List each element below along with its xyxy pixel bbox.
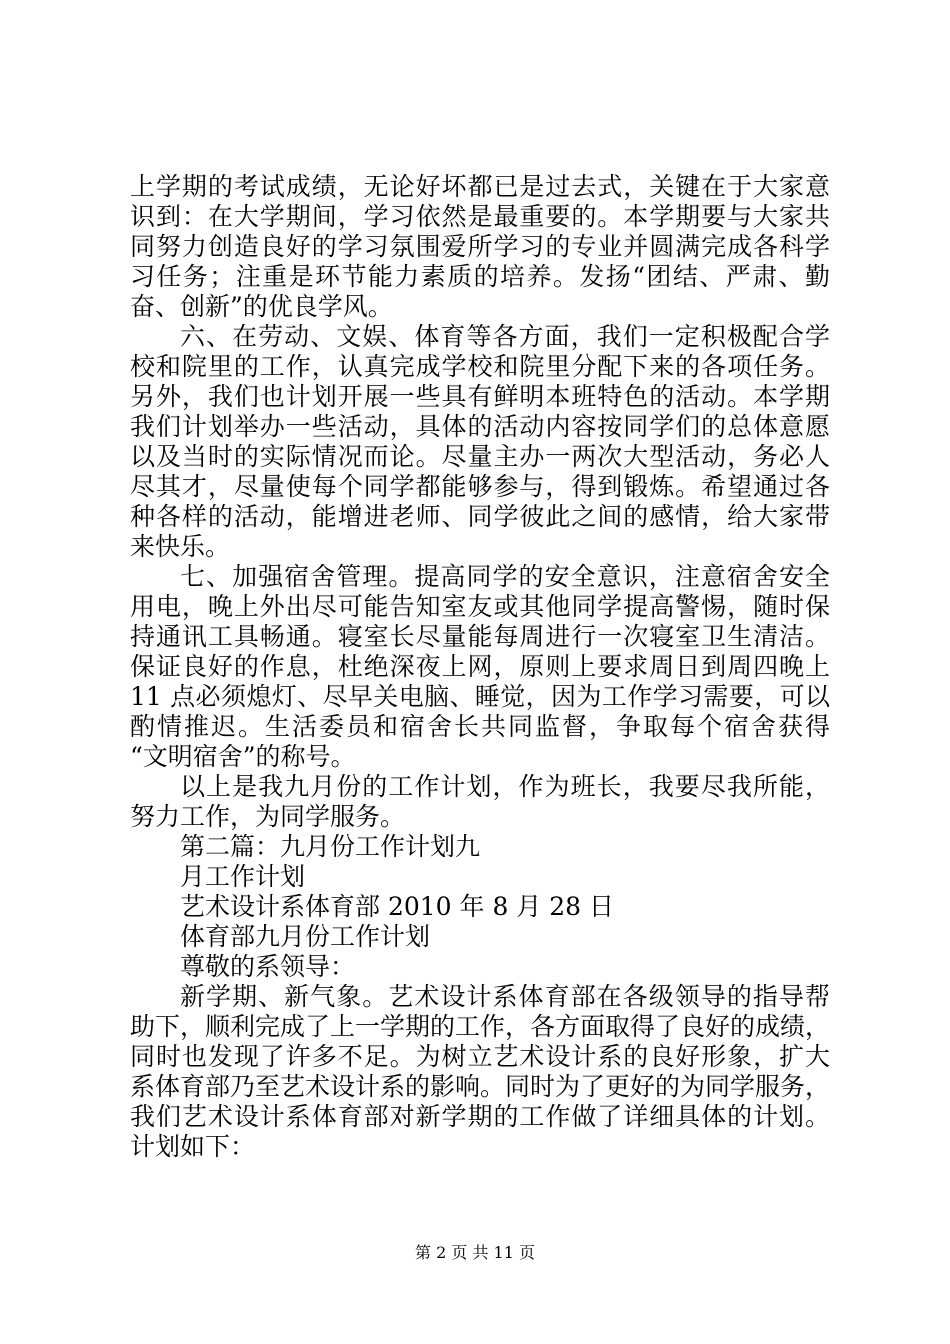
- text-line: 用电，晚上外出尽可能告知室友或其他同学提高警惕，随时保: [130, 592, 830, 621]
- text-line: 以及当时的实际情况而论。尽量主办一两次大型活动，务必人: [130, 442, 830, 471]
- text-line: 11 点必须熄灯、尽早关电脑、睡觉，因为工作学习需要，可以: [130, 682, 830, 711]
- page-footer: 第 2 页 共 11 页: [415, 1243, 535, 1262]
- text-line: 艺术设计系体育部 2010 年 8 月 28 日: [180, 892, 615, 921]
- text-line: “文明宿舍”的称号。: [130, 742, 356, 771]
- text-line: 持通讯工具畅通。寝室长尽量能每周进行一次寝室卫生清洁。: [130, 622, 830, 651]
- text-line: 另外，我们也计划开展一些具有鲜明本班特色的活动。本学期: [130, 382, 830, 411]
- text-line: 努力工作，为同学服务。: [130, 802, 406, 831]
- text-line: 识到：在大学期间，学习依然是最重要的。本学期要与大家共: [130, 202, 830, 231]
- text-line: 第二篇：九月份工作计划九: [180, 832, 481, 861]
- text-line: 种各样的活动，能增进老师、同学彼此之间的感情，给大家带: [130, 502, 830, 531]
- text-line: 保证良好的作息，杜绝深夜上网，原则上要求周日到周四晚上: [130, 652, 830, 681]
- text-line: 以上是我九月份的工作计划，作为班长，我要尽我所能，: [180, 772, 830, 801]
- text-line: 尊敬的系领导：: [180, 952, 356, 981]
- text-line: 来快乐。: [130, 532, 231, 561]
- text-line: 酌情推迟。生活委员和宿舍长共同监督，争取每个宿舍获得: [130, 712, 830, 741]
- text-line: 系体育部乃至艺术设计系的影响。同时为了更好的为同学服务，: [130, 1072, 831, 1101]
- text-line: 我们计划举办一些活动，具体的活动内容按同学们的总体意愿: [130, 412, 830, 441]
- text-line: 七、加强宿舍管理。提高同学的安全意识，注意宿舍安全: [180, 562, 830, 591]
- text-line: 尽其才，尽量使每个同学都能够参与，得到锻炼。希望通过各: [130, 472, 830, 501]
- text-line: 助下，顺利完成了上一学期的工作，各方面取得了良好的成绩，: [130, 1012, 831, 1041]
- text-line: 计划如下：: [130, 1132, 256, 1161]
- text-line: 六、在劳动、文娱、体育等各方面，我们一定积极配合学: [180, 322, 830, 351]
- text-line: 奋、创新”的优良学风。: [130, 292, 393, 321]
- text-line: 校和院里的工作，认真完成学校和院里分配下来的各项任务。: [130, 352, 830, 381]
- text-line: 体育部九月份工作计划: [180, 922, 431, 951]
- text-line: 上学期的考试成绩，无论好坏都已是过去式，关键在于大家意: [130, 172, 830, 201]
- text-line: 同努力创造良好的学习氛围爱所学习的专业并圆满完成各科学: [130, 232, 830, 261]
- body-text: [130, 172, 830, 1162]
- text-line: 我们艺术设计系体育部对新学期的工作做了详细具体的计划。: [130, 1102, 830, 1131]
- text-line: 习任务；注重是环节能力素质的培养。发扬“团结、严肃、勤: [130, 262, 830, 291]
- text-line: 月工作计划: [180, 862, 306, 891]
- text-line: 同时也发现了许多不足。为树立艺术设计系的良好形象，扩大: [130, 1042, 830, 1071]
- text-line: 新学期、新气象。艺术设计系体育部在各级领导的指导帮: [180, 982, 830, 1011]
